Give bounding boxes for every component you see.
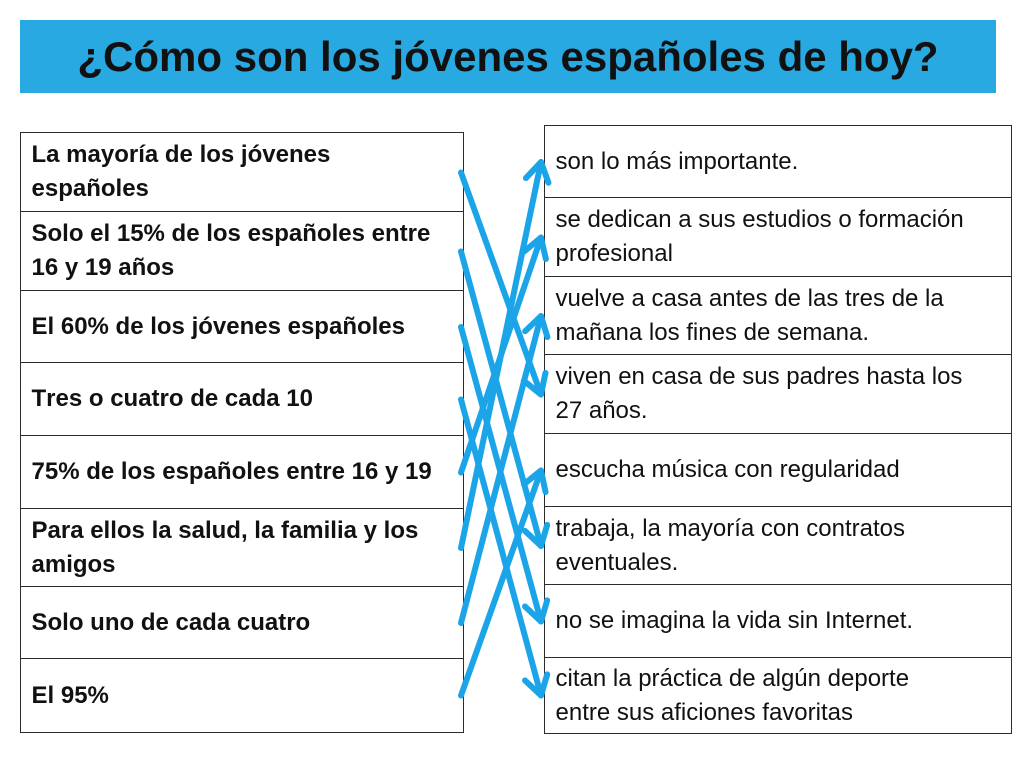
right-row-text: son lo más importante. bbox=[555, 147, 799, 175]
right-row bbox=[545, 198, 1011, 277]
right-row bbox=[545, 355, 1011, 434]
left-row-text: Para ellos la salud, la familia y los amigos bbox=[31, 516, 419, 578]
left-row-text: La mayoría de los jóvenes españoles bbox=[31, 141, 331, 202]
match-arrowhead bbox=[524, 471, 546, 493]
right-row-text: citan la práctica de algún deporte entre sus aficiones favoritas bbox=[555, 664, 910, 726]
match-arrow bbox=[461, 400, 547, 696]
match-arrow bbox=[461, 252, 547, 547]
right-row-text: viven en casa de sus padres hasta los 27 años. bbox=[555, 363, 963, 424]
match-arrow-line bbox=[461, 400, 541, 696]
match-arrow-line bbox=[461, 471, 541, 696]
left-column-table bbox=[20, 132, 464, 733]
left-row bbox=[21, 659, 463, 732]
title-bar bbox=[20, 20, 996, 93]
match-arrow-line bbox=[461, 238, 541, 473]
match-arrow bbox=[461, 162, 548, 548]
right-row-text: se dedican a sus estudios o formación profesional bbox=[555, 206, 964, 267]
slide-title: ¿Cómo son los jóvenes españoles de hoy? bbox=[77, 32, 939, 80]
left-row-text: El 95% bbox=[31, 681, 109, 709]
right-row-text: escucha música con regularidad bbox=[555, 456, 900, 483]
right-row bbox=[545, 507, 1011, 585]
left-row-text: Solo uno de cada cuatro bbox=[31, 608, 311, 636]
right-column-table bbox=[544, 125, 1012, 734]
left-row bbox=[21, 363, 463, 436]
match-arrow-line bbox=[461, 252, 541, 547]
match-arrow-line bbox=[461, 162, 541, 548]
right-row-text: no se imagina la vida sin Internet. bbox=[555, 607, 914, 634]
left-row bbox=[21, 291, 463, 363]
left-row bbox=[21, 436, 463, 509]
left-row-text: Tres o cuatro de cada 10 bbox=[31, 385, 313, 412]
match-arrow bbox=[461, 327, 547, 622]
left-row-text: Solo el 15% de los españoles entre 16 y 19 años bbox=[31, 220, 431, 281]
match-arrowhead bbox=[524, 373, 546, 395]
match-arrow-line bbox=[461, 327, 541, 622]
left-row-text: 75% de los españoles entre 16 y 19 bbox=[31, 458, 432, 485]
left-row bbox=[21, 133, 463, 212]
left-row bbox=[21, 212, 463, 291]
match-arrow-line bbox=[461, 316, 541, 623]
right-row bbox=[545, 126, 1011, 198]
right-row bbox=[545, 658, 1011, 733]
left-row bbox=[21, 509, 463, 587]
right-row bbox=[545, 277, 1011, 355]
match-arrow bbox=[461, 238, 546, 473]
match-arrow bbox=[461, 316, 547, 623]
left-row bbox=[21, 587, 463, 659]
match-arrow-line bbox=[461, 173, 541, 395]
right-row bbox=[545, 434, 1011, 507]
match-arrow bbox=[461, 471, 546, 696]
right-row-text: trabaja, la mayoría con contratos eventuales. bbox=[555, 514, 906, 576]
match-arrow bbox=[461, 173, 545, 395]
left-row-text: El 60% de los jóvenes españoles bbox=[31, 312, 405, 340]
match-arrowhead bbox=[524, 238, 546, 259]
right-row bbox=[545, 585, 1011, 658]
right-row-text: vuelve a casa antes de las tres de la mañana los fines de semana. bbox=[555, 284, 944, 346]
